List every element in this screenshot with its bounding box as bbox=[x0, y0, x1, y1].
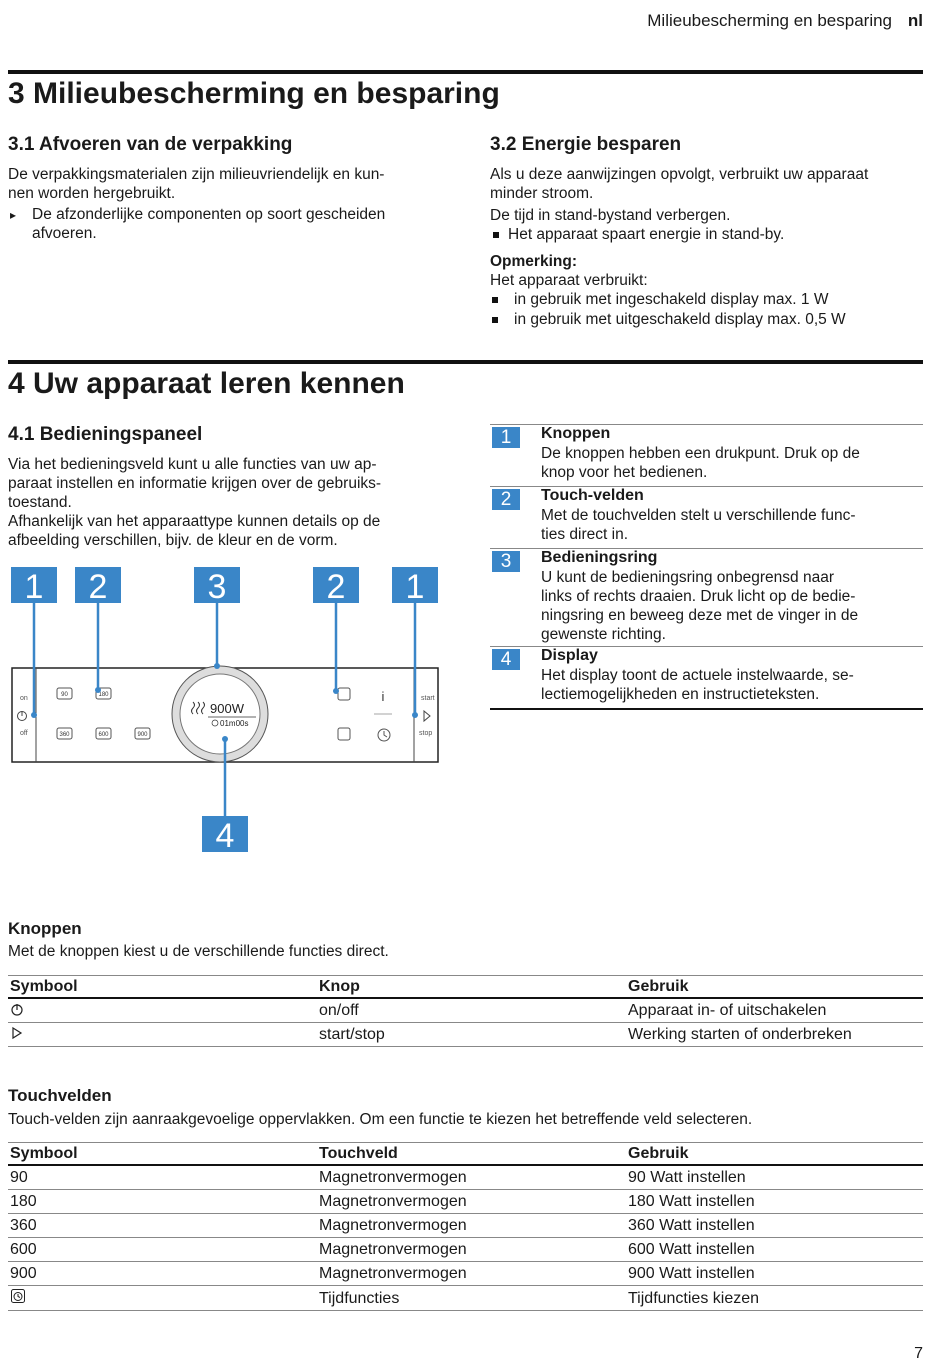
callout-badge-3 bbox=[194, 567, 240, 606]
touchvelden-title: Touchvelden bbox=[8, 1086, 112, 1105]
svg-text:180: 180 bbox=[98, 692, 109, 698]
bullet-line: De afzonderlijke componenten op soort gescheiden bbox=[32, 206, 386, 223]
table-header-row: Symbool Touchveld Gebruik bbox=[8, 1143, 923, 1166]
subsection-3-1-title: 3.1 Afvoeren van de verpakking bbox=[8, 134, 293, 155]
arrow-bullet bbox=[8, 205, 448, 243]
paragraph-line: De verpakkingsmaterialen zijn milieuvriendelijk en kun- bbox=[8, 166, 385, 183]
paragraph-line: nen worden hergebruikt. bbox=[8, 185, 176, 202]
legend-badge: 3 bbox=[492, 551, 520, 572]
callout-badge-1-right bbox=[392, 567, 438, 606]
legend-item-display bbox=[490, 647, 923, 710]
touchvelden-table bbox=[8, 1142, 923, 1311]
table-row: on/off Apparaat in- of uitschakelen bbox=[8, 998, 923, 1023]
on-label: on bbox=[20, 695, 28, 702]
subsection-4-1-body bbox=[8, 455, 458, 550]
callout-badge-2-right bbox=[313, 567, 359, 606]
legend-item-touch-velden bbox=[490, 487, 923, 549]
legend-desc: Het display toont de actuele instelwaarde, se- lectiemogelijkheden en instructieteksten. bbox=[541, 667, 854, 703]
section-rule bbox=[8, 70, 923, 74]
paragraph-line: paraat instellen en informatie krijgen over de gebruiks- bbox=[8, 475, 382, 492]
table-row: 180 Magnetronvermogen 180 Watt instellen bbox=[8, 1190, 923, 1214]
table-row: 900 Magnetronvermogen 900 Watt instellen bbox=[8, 1262, 923, 1286]
note-label: Opmerking: bbox=[490, 253, 577, 270]
legend-desc: U kunt de bedieningsring onbegrensd naar links of rechts draaien. Druk licht op de bedie- ningsring en beweeg deze met de vinger in de gewenste richting. bbox=[541, 569, 859, 643]
power-icon bbox=[10, 1002, 24, 1016]
subsection-3-1-body bbox=[8, 165, 448, 243]
svg-text:1: 1 bbox=[405, 568, 425, 606]
callout-badge-2-left bbox=[75, 567, 121, 606]
table-row: Tijdfuncties Tijdfuncties kiezen bbox=[8, 1286, 923, 1311]
running-header-title: Milieubescherming en besparing bbox=[647, 11, 892, 30]
legend-title: Knoppen bbox=[541, 425, 611, 442]
off-label: off bbox=[20, 730, 28, 737]
table-row: 90 Magnetronvermogen 90 Watt instellen bbox=[8, 1165, 923, 1190]
callout-badge-4 bbox=[202, 816, 248, 855]
legend-desc: De knoppen hebben een drukpunt. Druk op de knop voor het bedienen. bbox=[541, 445, 860, 481]
legend-title: Display bbox=[541, 647, 598, 664]
bullet-line: afvoeren. bbox=[32, 225, 97, 242]
table-header-row: Symbool Knop Gebruik bbox=[8, 976, 923, 999]
section-3-title: 3 Milieubescherming en besparing bbox=[8, 77, 500, 110]
start-label: start bbox=[421, 695, 435, 702]
control-panel-diagram bbox=[0, 560, 460, 860]
display-power: 900W bbox=[210, 701, 244, 716]
note-text: Het apparaat verbruikt: bbox=[490, 272, 648, 289]
callout-badge-1-left bbox=[11, 567, 57, 606]
display-time: 01m00s bbox=[220, 719, 249, 728]
table-row: 600 Magnetronvermogen 600 Watt instellen bbox=[8, 1238, 923, 1262]
table-row: start/stop Werking starten of onderbreken bbox=[8, 1023, 923, 1047]
paragraph-line: toestand. bbox=[8, 494, 72, 511]
result-line: Het apparaat spaart energie in stand-by. bbox=[490, 225, 925, 244]
start-stop-icon bbox=[10, 1026, 24, 1040]
paragraph: De tijd in stand-bystand verbergen. bbox=[490, 207, 731, 224]
arrow-bullet-icon: ▸ bbox=[10, 208, 17, 222]
subsection-3-2-body bbox=[490, 165, 925, 330]
timer-icon bbox=[10, 1288, 26, 1304]
svg-text:900: 900 bbox=[137, 732, 148, 738]
paragraph-line: Als u deze aanwijzingen opvolgt, verbruikt uw apparaat bbox=[490, 166, 869, 183]
svg-text:1: 1 bbox=[24, 568, 44, 606]
paragraph-line: afbeelding verschillen, bijv. de kleur en de vorm. bbox=[8, 532, 338, 549]
paragraph-line: minder stroom. bbox=[490, 185, 594, 202]
svg-text:4: 4 bbox=[215, 817, 235, 855]
knoppen-table bbox=[8, 975, 923, 1047]
legend-desc: Met de touchvelden stelt u verschillende func- ties direct in. bbox=[541, 507, 856, 543]
knoppen-title: Knoppen bbox=[8, 919, 82, 938]
legend-item-bedieningsring bbox=[490, 549, 923, 647]
legend-title: Touch-velden bbox=[541, 487, 644, 504]
svg-text:2: 2 bbox=[88, 568, 108, 606]
knoppen-intro: Met de knoppen kiest u de verschillende functies direct. bbox=[8, 943, 389, 960]
running-header-lang: nl bbox=[907, 11, 923, 30]
square-bullet-icon bbox=[493, 232, 499, 238]
list-item: in gebruik met uitgeschakeld display max. 0,5 W bbox=[490, 310, 925, 330]
subsection-4-1-title: 4.1 Bedieningspaneel bbox=[8, 424, 203, 445]
legend-item-knoppen bbox=[490, 425, 923, 487]
svg-text:90: 90 bbox=[61, 692, 68, 698]
info-icon: i bbox=[381, 689, 385, 704]
table-row: 360 Magnetronvermogen 360 Watt instellen bbox=[8, 1214, 923, 1238]
subsection-3-2-title: 3.2 Energie besparen bbox=[490, 134, 682, 155]
touchvelden-intro: Touch-velden zijn aanraakgevoelige oppervlakken. Om een functie te kiezen het betreffende veld selecteren. bbox=[8, 1111, 753, 1128]
svg-text:360: 360 bbox=[59, 732, 70, 738]
section-rule bbox=[8, 360, 923, 364]
legend-badge: 4 bbox=[492, 649, 520, 670]
svg-text:600: 600 bbox=[98, 732, 109, 738]
svg-text:3: 3 bbox=[207, 568, 227, 606]
list-item: in gebruik met ingeschakeld display max. 1 W bbox=[490, 290, 925, 310]
legend-badge: 1 bbox=[492, 427, 520, 448]
legend-title: Bedieningsring bbox=[541, 549, 658, 566]
legend-badge: 2 bbox=[492, 489, 520, 510]
page-number: 7 bbox=[914, 1345, 923, 1362]
paragraph-line: Afhankelijk van het apparaattype kunnen details op de bbox=[8, 513, 381, 530]
note-list bbox=[490, 290, 925, 330]
section-4-title: 4 Uw apparaat leren kennen bbox=[8, 367, 405, 400]
paragraph-line: Via het bedieningsveld kunt u alle functies van uw ap- bbox=[8, 456, 377, 473]
stop-label: stop bbox=[419, 730, 433, 737]
svg-text:2: 2 bbox=[326, 568, 346, 606]
